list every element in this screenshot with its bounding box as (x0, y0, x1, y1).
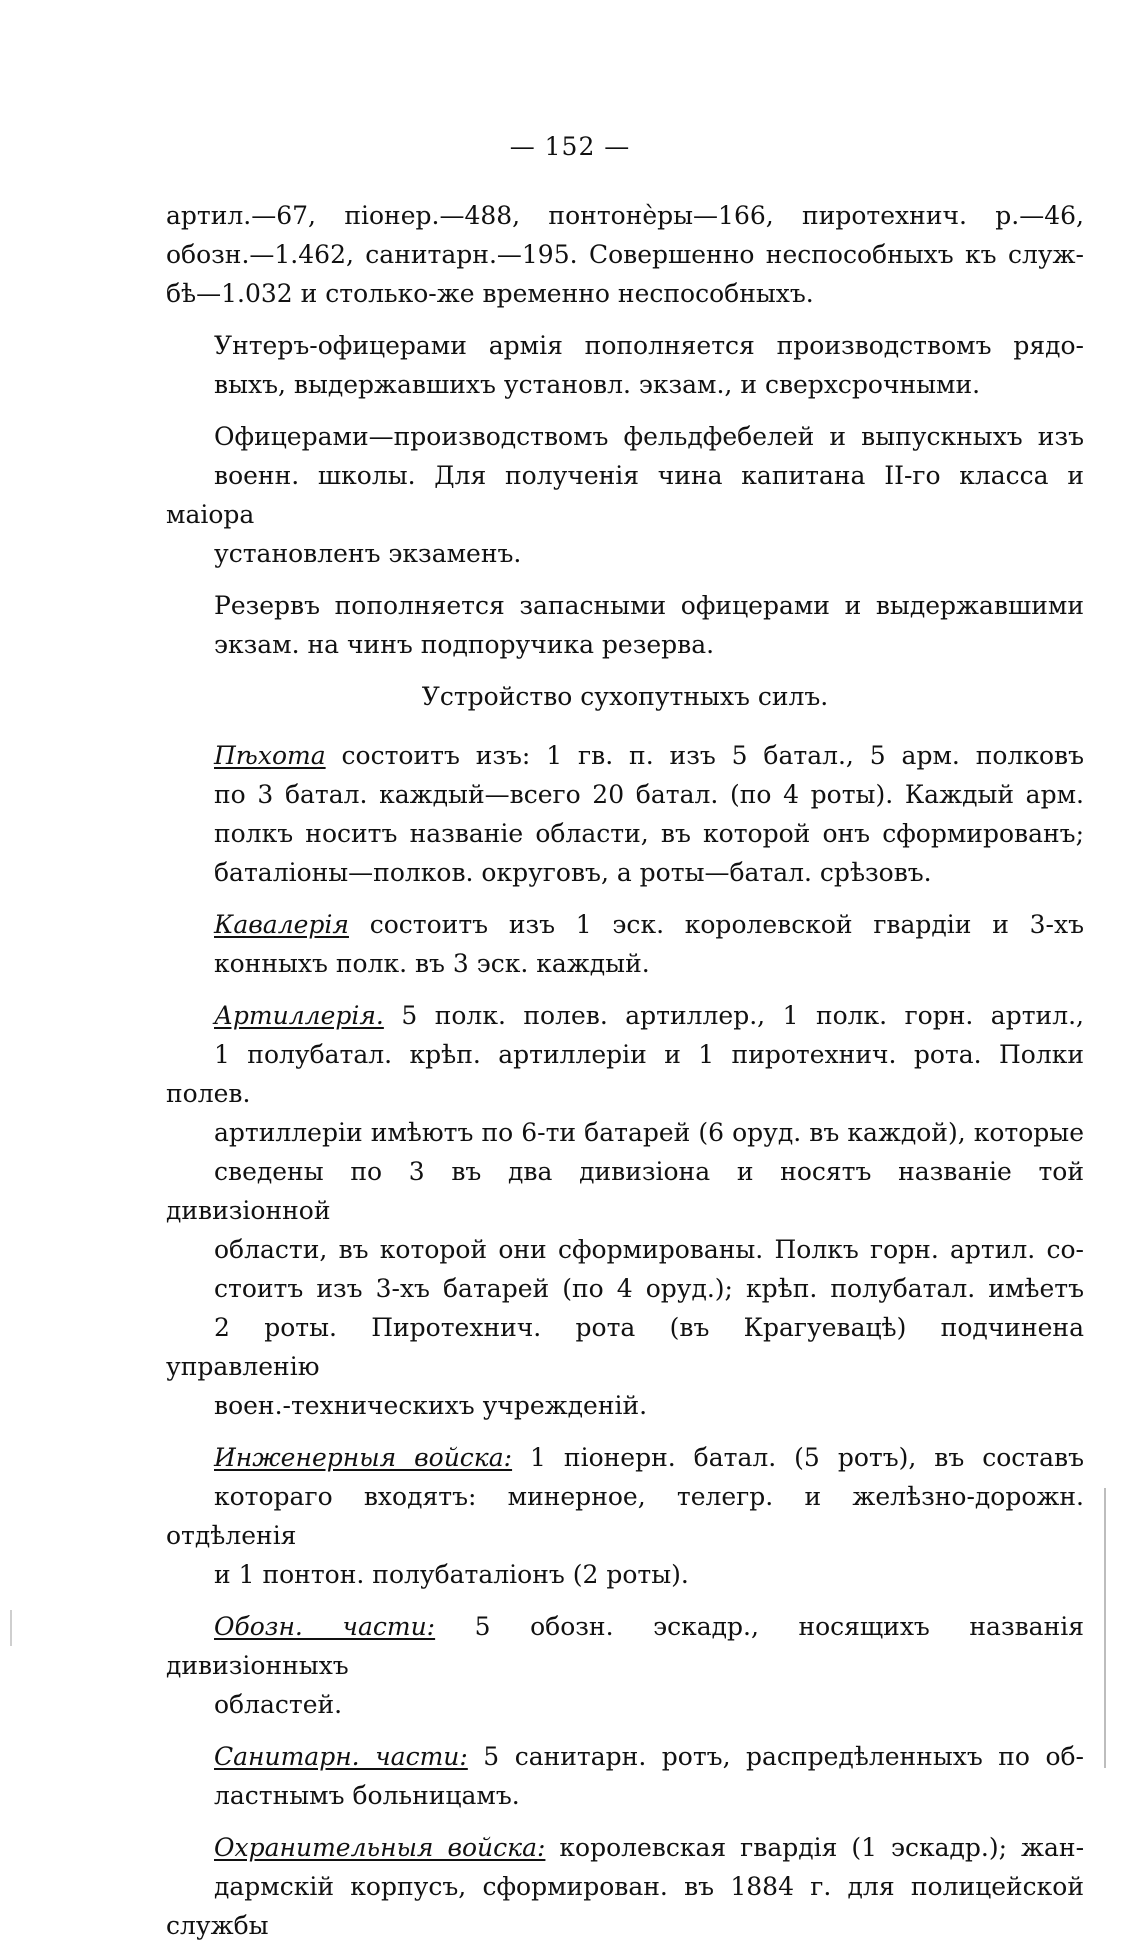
section-cavalry (166, 905, 1084, 983)
text-line: области, въ которой они сформированы. Полкъ горн. артил. со- (214, 1235, 1084, 1264)
text-line: котораго входятъ: минерное, телегр. и желѣзно-дорожн. отдѣленія (166, 1482, 1084, 1550)
scan-edge-line (1104, 1488, 1106, 1768)
text-line: Унтеръ-офицерами армія пополняется производствомъ рядо- (214, 331, 1084, 360)
section-term: Обозн. части: (214, 1612, 436, 1641)
scan-margin-mark (10, 1610, 12, 1646)
section-first-line: состоитъ изъ 1 эск. королевской гвардіи и 3-хъ (348, 910, 1084, 939)
text-line: обозн.—1.462, санитарн.—195. Совершенно неспособныхъ къ служ- (166, 240, 1084, 269)
text-line: стоитъ изъ 3-хъ батарей (по 4 оруд.); крѣп. полубатал. имѣетъ (214, 1274, 1084, 1303)
text-line (166, 905, 1084, 944)
section-first-line: 5 обозн. эскадр., носящихъ названія дивизіонныхъ (166, 1612, 1084, 1680)
text-line: сведены по 3 въ два дивизіона и носятъ названіе той дивизіонной (166, 1157, 1084, 1225)
text-line: выхъ, выдержавшихъ установл. экзам., и сверхсрочными. (214, 370, 981, 399)
text-line: баталіоны—полков. округовъ, а роты—батал. срѣзовъ. (214, 858, 932, 887)
text-line: 2 роты. Пиротехнич. рота (въ Крагуевацѣ) подчинена управленію (166, 1313, 1084, 1381)
text-line: бѣ—1.032 и столько-же временно неспособныхъ. (166, 279, 814, 308)
section-engineers (166, 1438, 1084, 1594)
section-first-line: королевская гвардія (1 эскадр.); жан- (545, 1833, 1085, 1862)
section-heading: Устройство сухопутныхъ силъ. (421, 682, 829, 711)
section-term: Пѣхота (214, 741, 326, 770)
text-line: установленъ экзаменъ. (214, 539, 522, 568)
text-line: ластнымъ больницамъ. (214, 1781, 520, 1810)
paragraph-reserve (166, 586, 1084, 664)
text-line: воен.-техническихъ учрежденій. (214, 1391, 648, 1420)
text-line: полкъ носитъ названіе области, въ которой онъ сформированъ; (214, 819, 1084, 848)
text-line: артиллеріи имѣютъ по 6-ти батарей (6 оруд. въ каждой), которые (214, 1118, 1084, 1147)
section-term: Санитарн. части: (214, 1742, 468, 1771)
text-line: Резервъ пополняется запасными офицерами и выдержавшими (214, 591, 1084, 620)
section-guard (166, 1828, 1084, 1945)
section-medical (166, 1737, 1084, 1815)
text-line (166, 1438, 1084, 1477)
section-infantry (166, 736, 1084, 892)
text-line (166, 736, 1084, 775)
text-line: военн. школы. Для полученія чина капитана II-го класса и маіора (166, 461, 1084, 529)
section-term: Инженерныя войска: (214, 1443, 513, 1472)
text-line: по 3 батал. каждый—всего 20 батал. (по 4 роты). Каждый арм. (214, 780, 1084, 809)
page-number: — 152 — (509, 132, 631, 161)
paragraph-officers (166, 417, 1084, 573)
section-first-line: 5 полк. полев. артиллер., 1 полк. горн. артил., (383, 1001, 1084, 1030)
text-line: артил.—67, піонер.—488, понтонѐры—166, пиротехнич. р.—46, (166, 201, 1084, 230)
paragraph-casualties (166, 196, 1084, 313)
text-line: дармскій корпусъ, сформирован. въ 1884 г. для полицейской службы (166, 1872, 1084, 1940)
section-first-line: 5 санитарн. ротъ, распредѣленныхъ по об- (467, 1742, 1084, 1771)
section-term: Охранительныя войска: (214, 1833, 546, 1862)
section-first-line: 1 піонерн. батал. (5 ротъ), въ составъ (512, 1443, 1085, 1472)
text-line (166, 1607, 1084, 1685)
text-line: Офицерами—производствомъ фельдфебелей и выпускныхъ изъ (214, 422, 1084, 451)
section-train (166, 1607, 1084, 1724)
section-artillery (166, 996, 1084, 1425)
text-line (166, 996, 1084, 1035)
text-line: экзам. на чинъ подпоручика резерва. (214, 630, 715, 659)
section-first-line: состоитъ изъ: 1 гв. п. изъ 5 батал., 5 арм. полковъ (325, 741, 1084, 770)
text-line: и 1 понтон. полубаталіонъ (2 роты). (214, 1560, 689, 1589)
text-line (166, 1828, 1084, 1867)
paragraph-nco (166, 326, 1084, 404)
text-line: областей. (214, 1690, 343, 1719)
section-term: Кавалерія (214, 910, 349, 939)
page-text (166, 196, 1084, 1958)
text-line (166, 1737, 1084, 1776)
section-term: Артиллерія. (214, 1001, 384, 1030)
text-line: 1 полубатал. крѣп. артиллеріи и 1 пиротехнич. рота. Полки полев. (166, 1040, 1084, 1108)
text-line: конныхъ полк. въ 3 эск. каждый. (214, 949, 650, 978)
